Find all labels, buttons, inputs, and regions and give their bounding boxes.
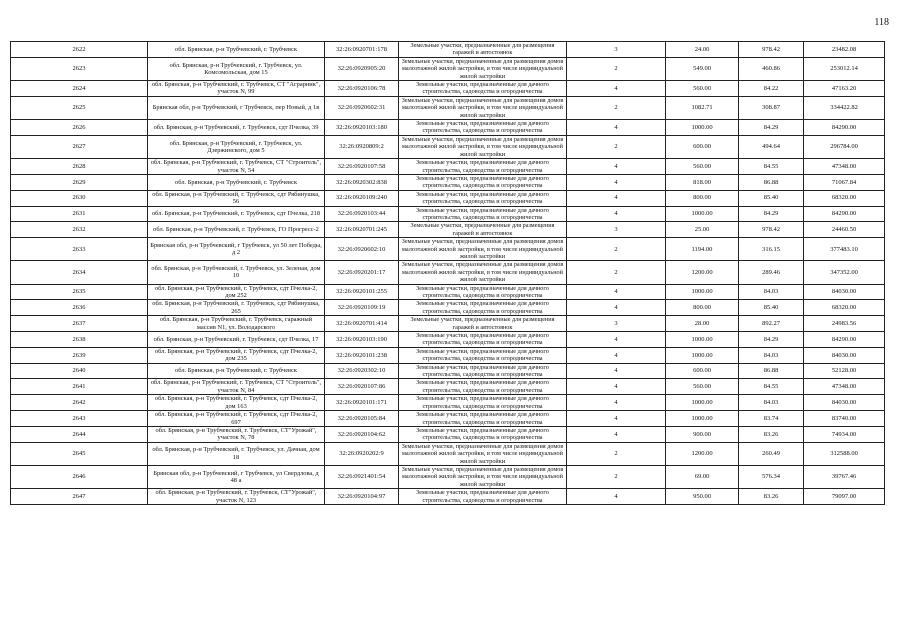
table-row <box>11 284 885 300</box>
cadastral-number: 32:26:0920109:19 <box>325 300 399 316</box>
specific-value: 86.88 <box>739 174 804 190</box>
plot-address: обл. Брянская, р-н Трубчевский, г. Трубчевск, СТ"Урожай", участок N, 123 <box>148 489 325 505</box>
cadastral-value: 47348.00 <box>804 159 885 175</box>
table-row <box>11 332 885 348</box>
cadastral-value: 24983.56 <box>804 316 885 332</box>
use-group: 2 <box>567 465 666 488</box>
use-group: 4 <box>567 395 666 411</box>
table-row <box>11 174 885 190</box>
table-row <box>11 395 885 411</box>
specific-value: 84.29 <box>739 206 804 222</box>
cadastral-value: 23482.08 <box>804 42 885 58</box>
plot-address: обл. Брянская, р-н Трубчевский, г. Трубчевск, сдт Пчелка, 39 <box>148 120 325 136</box>
permitted-use: Земельные участки, предназначенные для размещения домов малоэтажной жилой застройки, в том числе индивидуальной жилой застройки <box>399 238 567 261</box>
plot-address: обл. Брянская, р-н Трубчевский, г. Трубчевск, сдт Пчелка-2, дом 163 <box>148 395 325 411</box>
plot-address: обл. Брянская, р-н Трубчевский, г. Трубчевск, СТ "Строитель", участок N, 84 <box>148 379 325 395</box>
permitted-use: Земельные участки, предназначенные для размещения домов малоэтажной жилой застройки, в том числе индивидуальной жилой застройки <box>399 135 567 158</box>
land-plots-table <box>10 41 885 505</box>
plot-area: 69.00 <box>666 465 739 488</box>
plot-area: 1194.00 <box>666 238 739 261</box>
plot-area: 800.00 <box>666 190 739 206</box>
plot-address: обл. Брянская, р-н Трубчевский, г. Трубчевск <box>148 363 325 379</box>
specific-value: 460.86 <box>739 57 804 80</box>
cadastral-value: 83740.00 <box>804 411 885 427</box>
cadastral-number: 32:26:0920202:9 <box>325 442 399 465</box>
cadastral-number: 32:26:0920905:20 <box>325 57 399 80</box>
row-number: 2627 <box>11 135 148 158</box>
plot-address: обл. Брянская, р-н Трубчевский, г. Трубчевск, сдт Рябинушка, 265 <box>148 300 325 316</box>
use-group: 4 <box>567 379 666 395</box>
row-number: 2644 <box>11 426 148 442</box>
permitted-use: Земельные участки, предназначенные для дачного строительства, садоводства и огородничества <box>399 120 567 136</box>
cadastral-value: 68320.00 <box>804 190 885 206</box>
plot-area: 818.00 <box>666 174 739 190</box>
use-group: 4 <box>567 81 666 97</box>
cadastral-value: 84290.00 <box>804 120 885 136</box>
plot-address: обл. Брянская, р-н Трубчевский, г. Трубчевск <box>148 42 325 58</box>
specific-value: 84.29 <box>739 120 804 136</box>
specific-value: 308.87 <box>739 96 804 119</box>
permitted-use: Земельные участки, предназначенные для размещения домов малоэтажной жилой застройки, в том числе индивидуальной жилой застройки <box>399 96 567 119</box>
table-row <box>11 159 885 175</box>
cadastral-value: 47348.00 <box>804 379 885 395</box>
specific-value: 84.03 <box>739 347 804 363</box>
specific-value: 83.74 <box>739 411 804 427</box>
use-group: 3 <box>567 42 666 58</box>
cadastral-number: 32:26:0920302:10 <box>325 363 399 379</box>
table-row <box>11 190 885 206</box>
permitted-use: Земельные участки, предназначенные для размещения домов малоэтажной жилой застройки, в том числе индивидуальной жилой застройки <box>399 442 567 465</box>
specific-value: 84.03 <box>739 284 804 300</box>
permitted-use: Земельные участки, предназначенные для дачного строительства, садоводства и огородничества <box>399 284 567 300</box>
plot-area: 800.00 <box>666 300 739 316</box>
plot-address: обл. Брянская, р-н Трубчевский, г. Трубчевск, гаражный массив N1, ул. Володарского <box>148 316 325 332</box>
permitted-use: Земельные участки, предназначенные для дачного строительства, садоводства и огородничества <box>399 206 567 222</box>
row-number: 2630 <box>11 190 148 206</box>
plot-address: Брянская обл, р-н Трубчевский, г Трубчевск, пер Новый, д 1в <box>148 96 325 119</box>
plot-area: 950.00 <box>666 489 739 505</box>
plot-address: обл. Брянская, р-н Трубчевский, г. Трубчевск, ГО Прогресс-2 <box>148 222 325 238</box>
cadastral-value: 312588.00 <box>804 442 885 465</box>
page-number: 118 <box>874 17 889 28</box>
cadastral-number: 32:26:0920101:255 <box>325 284 399 300</box>
plot-area: 1000.00 <box>666 284 739 300</box>
permitted-use: Земельные участки, предназначенные для размещения домов малоэтажной жилой застройки, в том числе индивидуальной жилой застройки <box>399 465 567 488</box>
cadastral-number: 32:26:0920107:86 <box>325 379 399 395</box>
row-number: 2645 <box>11 442 148 465</box>
specific-value: 86.88 <box>739 363 804 379</box>
cadastral-value: 84290.00 <box>804 332 885 348</box>
cadastral-value: 84030.00 <box>804 347 885 363</box>
use-group: 2 <box>567 238 666 261</box>
row-number: 2623 <box>11 57 148 80</box>
table-row <box>11 489 885 505</box>
row-number: 2629 <box>11 174 148 190</box>
use-group: 2 <box>567 442 666 465</box>
table-row <box>11 96 885 119</box>
plot-area: 1000.00 <box>666 395 739 411</box>
cadastral-number: 32:26:0920106:78 <box>325 81 399 97</box>
use-group: 4 <box>567 426 666 442</box>
cadastral-value: 377483.10 <box>804 238 885 261</box>
plot-address: обл. Брянская, р-н Трубчевский, г. Трубчевск, ул. Дзержинского, дом 5 <box>148 135 325 158</box>
row-number: 2625 <box>11 96 148 119</box>
cadastral-value: 79097.00 <box>804 489 885 505</box>
specific-value: 892.27 <box>739 316 804 332</box>
specific-value: 84.55 <box>739 379 804 395</box>
plot-address: обл. Брянская, р-н Трубчевский, г. Трубчевск, ул. Дачная, дом 18 <box>148 442 325 465</box>
cadastral-number: 32:26:0920101:171 <box>325 395 399 411</box>
row-number: 2647 <box>11 489 148 505</box>
table-row <box>11 42 885 58</box>
table-row <box>11 442 885 465</box>
row-number: 2628 <box>11 159 148 175</box>
cadastral-number: 32:26:0920107:58 <box>325 159 399 175</box>
plot-address: обл. Брянская, р-н Трубчевский, г. Трубчевск, СТ "Строитель", участок N, 54 <box>148 159 325 175</box>
permitted-use: Земельные участки, предназначенные для дачного строительства, садоводства и огородничества <box>399 190 567 206</box>
use-group: 3 <box>567 316 666 332</box>
plot-area: 25.00 <box>666 222 739 238</box>
permitted-use: Земельные участки, предназначенные для размещения гаражей и автостоянок <box>399 42 567 58</box>
row-number: 2636 <box>11 300 148 316</box>
permitted-use: Земельные участки, предназначенные для размещения гаражей и автостоянок <box>399 222 567 238</box>
specific-value: 84.03 <box>739 395 804 411</box>
permitted-use: Земельные участки, предназначенные для дачного строительства, садоводства и огородничества <box>399 300 567 316</box>
permitted-use: Земельные участки, предназначенные для размещения домов малоэтажной жилой застройки, в том числе индивидуальной жилой застройки <box>399 261 567 284</box>
table-row <box>11 465 885 488</box>
cadastral-number: 32:26:0920109:240 <box>325 190 399 206</box>
plot-area: 1200.00 <box>666 261 739 284</box>
plot-area: 1000.00 <box>666 206 739 222</box>
use-group: 4 <box>567 363 666 379</box>
cadastral-value: 68320.00 <box>804 300 885 316</box>
specific-value: 289.46 <box>739 261 804 284</box>
row-number: 2642 <box>11 395 148 411</box>
cadastral-value: 47163.20 <box>804 81 885 97</box>
use-group: 2 <box>567 96 666 119</box>
cadastral-value: 39767.46 <box>804 465 885 488</box>
cadastral-number: 32:26:0920104:62 <box>325 426 399 442</box>
cadastral-number: 32:26:0920201:17 <box>325 261 399 284</box>
cadastral-value: 296784.00 <box>804 135 885 158</box>
row-number: 2633 <box>11 238 148 261</box>
permitted-use: Земельные участки, предназначенные для дачного строительства, садоводства и огородничества <box>399 363 567 379</box>
use-group: 4 <box>567 159 666 175</box>
plot-area: 24.00 <box>666 42 739 58</box>
table-row <box>11 238 885 261</box>
specific-value: 316.15 <box>739 238 804 261</box>
cadastral-number: 32:26:0920809:2 <box>325 135 399 158</box>
table-row <box>11 135 885 158</box>
plot-address: обл. Брянская, р-н Трубчевский, г. Трубчевск, ул. Зеленая, дом 10 <box>148 261 325 284</box>
use-group: 4 <box>567 120 666 136</box>
permitted-use: Земельные участки, предназначенные для дачного строительства, садоводства и огородничества <box>399 379 567 395</box>
specific-value: 494.64 <box>739 135 804 158</box>
permitted-use: Земельные участки, предназначенные для дачного строительства, садоводства и огородничества <box>399 174 567 190</box>
cadastral-value: 253012.14 <box>804 57 885 80</box>
plot-address: обл. Брянская, р-н Трубчевский, г. Трубчевск, сдт Пчелка, 218 <box>148 206 325 222</box>
cadastral-number: 32:26:0920602:31 <box>325 96 399 119</box>
row-number: 2635 <box>11 284 148 300</box>
cadastral-number: 32:26:0920302:838 <box>325 174 399 190</box>
table-row <box>11 222 885 238</box>
use-group: 3 <box>567 222 666 238</box>
plot-area: 1000.00 <box>666 120 739 136</box>
permitted-use: Земельные участки, предназначенные для дачного строительства, садоводства и огородничества <box>399 347 567 363</box>
table-row <box>11 261 885 284</box>
row-number: 2622 <box>11 42 148 58</box>
specific-value: 84.55 <box>739 159 804 175</box>
table-row <box>11 363 885 379</box>
cadastral-value: 334422.82 <box>804 96 885 119</box>
use-group: 4 <box>567 206 666 222</box>
plot-area: 1000.00 <box>666 332 739 348</box>
specific-value: 84.29 <box>739 332 804 348</box>
plot-address: обл. Брянская, р-н Трубчевский, г. Трубчевск, сдт Рябинушка, 56 <box>148 190 325 206</box>
cadastral-number: 32:26:0920701:178 <box>325 42 399 58</box>
permitted-use: Земельные участки, предназначенные для дачного строительства, садоводства и огородничества <box>399 411 567 427</box>
specific-value: 83.26 <box>739 426 804 442</box>
plot-area: 560.00 <box>666 379 739 395</box>
cadastral-value: 71067.84 <box>804 174 885 190</box>
cadastral-value: 74934.00 <box>804 426 885 442</box>
permitted-use: Земельные участки, предназначенные для дачного строительства, садоводства и огородничества <box>399 395 567 411</box>
row-number: 2640 <box>11 363 148 379</box>
plot-address: обл. Брянская, р-н Трубчевский, г. Трубчевск, ул. Комсомольская, дом 15 <box>148 57 325 80</box>
row-number: 2626 <box>11 120 148 136</box>
use-group: 4 <box>567 284 666 300</box>
cadastral-number: 32:26:0920103:180 <box>325 120 399 136</box>
plot-address: обл. Брянская, р-н Трубчевский, г. Трубчевск, сдт Пчелка-2, дом 252 <box>148 284 325 300</box>
plot-address: обл. Брянская, р-н Трубчевский, г. Трубчевск <box>148 174 325 190</box>
specific-value: 83.26 <box>739 489 804 505</box>
plot-area: 560.00 <box>666 159 739 175</box>
use-group: 2 <box>567 261 666 284</box>
plot-address: Брянская обл, р-н Трубчевский, г Трубчевск, ул 50 лет Победы, д 2 <box>148 238 325 261</box>
table-row <box>11 411 885 427</box>
table-row <box>11 316 885 332</box>
table-row <box>11 379 885 395</box>
table-row <box>11 81 885 97</box>
permitted-use: Земельные участки, предназначенные для размещения гаражей и автостоянок <box>399 316 567 332</box>
plot-area: 560.00 <box>666 81 739 97</box>
plot-address: обл. Брянская, р-н Трубчевский, г. Трубчевск, СТ "Аграрник", участок N, 99 <box>148 81 325 97</box>
cadastral-number: 32:26:0920701:414 <box>325 316 399 332</box>
row-number: 2634 <box>11 261 148 284</box>
use-group: 4 <box>567 489 666 505</box>
plot-address: обл. Брянская, р-н Трубчевский, г. Трубчевск, сдт Пчелка-2, дом 235 <box>148 347 325 363</box>
plot-area: 600.00 <box>666 135 739 158</box>
use-group: 4 <box>567 332 666 348</box>
use-group: 4 <box>567 347 666 363</box>
cadastral-value: 52128.00 <box>804 363 885 379</box>
plot-address: Брянская обл, р-н Трубчевский, г Трубчевск, ул Свердлова, д 48 а <box>148 465 325 488</box>
plot-area: 600.00 <box>666 363 739 379</box>
use-group: 2 <box>567 57 666 80</box>
row-number: 2639 <box>11 347 148 363</box>
plot-address: обл. Брянская, р-н Трубчевский, г. Трубчевск, СТ"Урожай", участок N, 78 <box>148 426 325 442</box>
table-row <box>11 300 885 316</box>
use-group: 4 <box>567 411 666 427</box>
plot-address: обл. Брянская, р-н Трубчевский, г. Трубчевск, сдт Пчелка, 17 <box>148 332 325 348</box>
table-row <box>11 206 885 222</box>
plot-area: 28.00 <box>666 316 739 332</box>
permitted-use: Земельные участки, предназначенные для дачного строительства, садоводства и огородничества <box>399 159 567 175</box>
cadastral-value: 84290.00 <box>804 206 885 222</box>
cadastral-number: 32:26:0920602:10 <box>325 238 399 261</box>
row-number: 2638 <box>11 332 148 348</box>
specific-value: 85.40 <box>739 300 804 316</box>
plot-area: 1082.71 <box>666 96 739 119</box>
table-row <box>11 347 885 363</box>
specific-value: 85.40 <box>739 190 804 206</box>
cadastral-number: 32:26:0920101:238 <box>325 347 399 363</box>
cadastral-number: 32:26:0920103:44 <box>325 206 399 222</box>
permitted-use: Земельные участки, предназначенные для размещения домов малоэтажной жилой застройки, в том числе индивидуальной жилой застройки <box>399 57 567 80</box>
cadastral-number: 32:26:0921401:54 <box>325 465 399 488</box>
row-number: 2631 <box>11 206 148 222</box>
specific-value: 978.42 <box>739 222 804 238</box>
row-number: 2632 <box>11 222 148 238</box>
specific-value: 576.34 <box>739 465 804 488</box>
permitted-use: Земельные участки, предназначенные для дачного строительства, садоводства и огородничества <box>399 81 567 97</box>
permitted-use: Земельные участки, предназначенные для дачного строительства, садоводства и огородничества <box>399 332 567 348</box>
use-group: 4 <box>567 300 666 316</box>
cadastral-value: 84030.00 <box>804 284 885 300</box>
cadastral-number: 32:26:0920105:84 <box>325 411 399 427</box>
specific-value: 260.49 <box>739 442 804 465</box>
plot-area: 1000.00 <box>666 411 739 427</box>
table-row <box>11 426 885 442</box>
specific-value: 84.22 <box>739 81 804 97</box>
use-group: 4 <box>567 174 666 190</box>
table-row <box>11 57 885 80</box>
cadastral-value: 24460.50 <box>804 222 885 238</box>
row-number: 2641 <box>11 379 148 395</box>
plot-area: 900.00 <box>666 426 739 442</box>
plot-address: обл. Брянская, р-н Трубчевский, г. Трубчевск, сдт Пчелка-2, 697 <box>148 411 325 427</box>
row-number: 2646 <box>11 465 148 488</box>
plot-area: 1000.00 <box>666 347 739 363</box>
use-group: 2 <box>567 135 666 158</box>
row-number: 2624 <box>11 81 148 97</box>
plot-area: 549.00 <box>666 57 739 80</box>
row-number: 2637 <box>11 316 148 332</box>
use-group: 4 <box>567 190 666 206</box>
permitted-use: Земельные участки, предназначенные для дачного строительства, садоводства и огородничества <box>399 489 567 505</box>
specific-value: 978.42 <box>739 42 804 58</box>
row-number: 2643 <box>11 411 148 427</box>
plot-area: 1200.00 <box>666 442 739 465</box>
cadastral-number: 32:26:0920103:190 <box>325 332 399 348</box>
cadastral-number: 32:26:0920701:245 <box>325 222 399 238</box>
cadastral-value: 347352.00 <box>804 261 885 284</box>
cadastral-number: 32:26:0920104:97 <box>325 489 399 505</box>
table-body <box>11 42 885 505</box>
permitted-use: Земельные участки, предназначенные для дачного строительства, садоводства и огородничества <box>399 426 567 442</box>
cadastral-value: 84030.00 <box>804 395 885 411</box>
table-row <box>11 120 885 136</box>
